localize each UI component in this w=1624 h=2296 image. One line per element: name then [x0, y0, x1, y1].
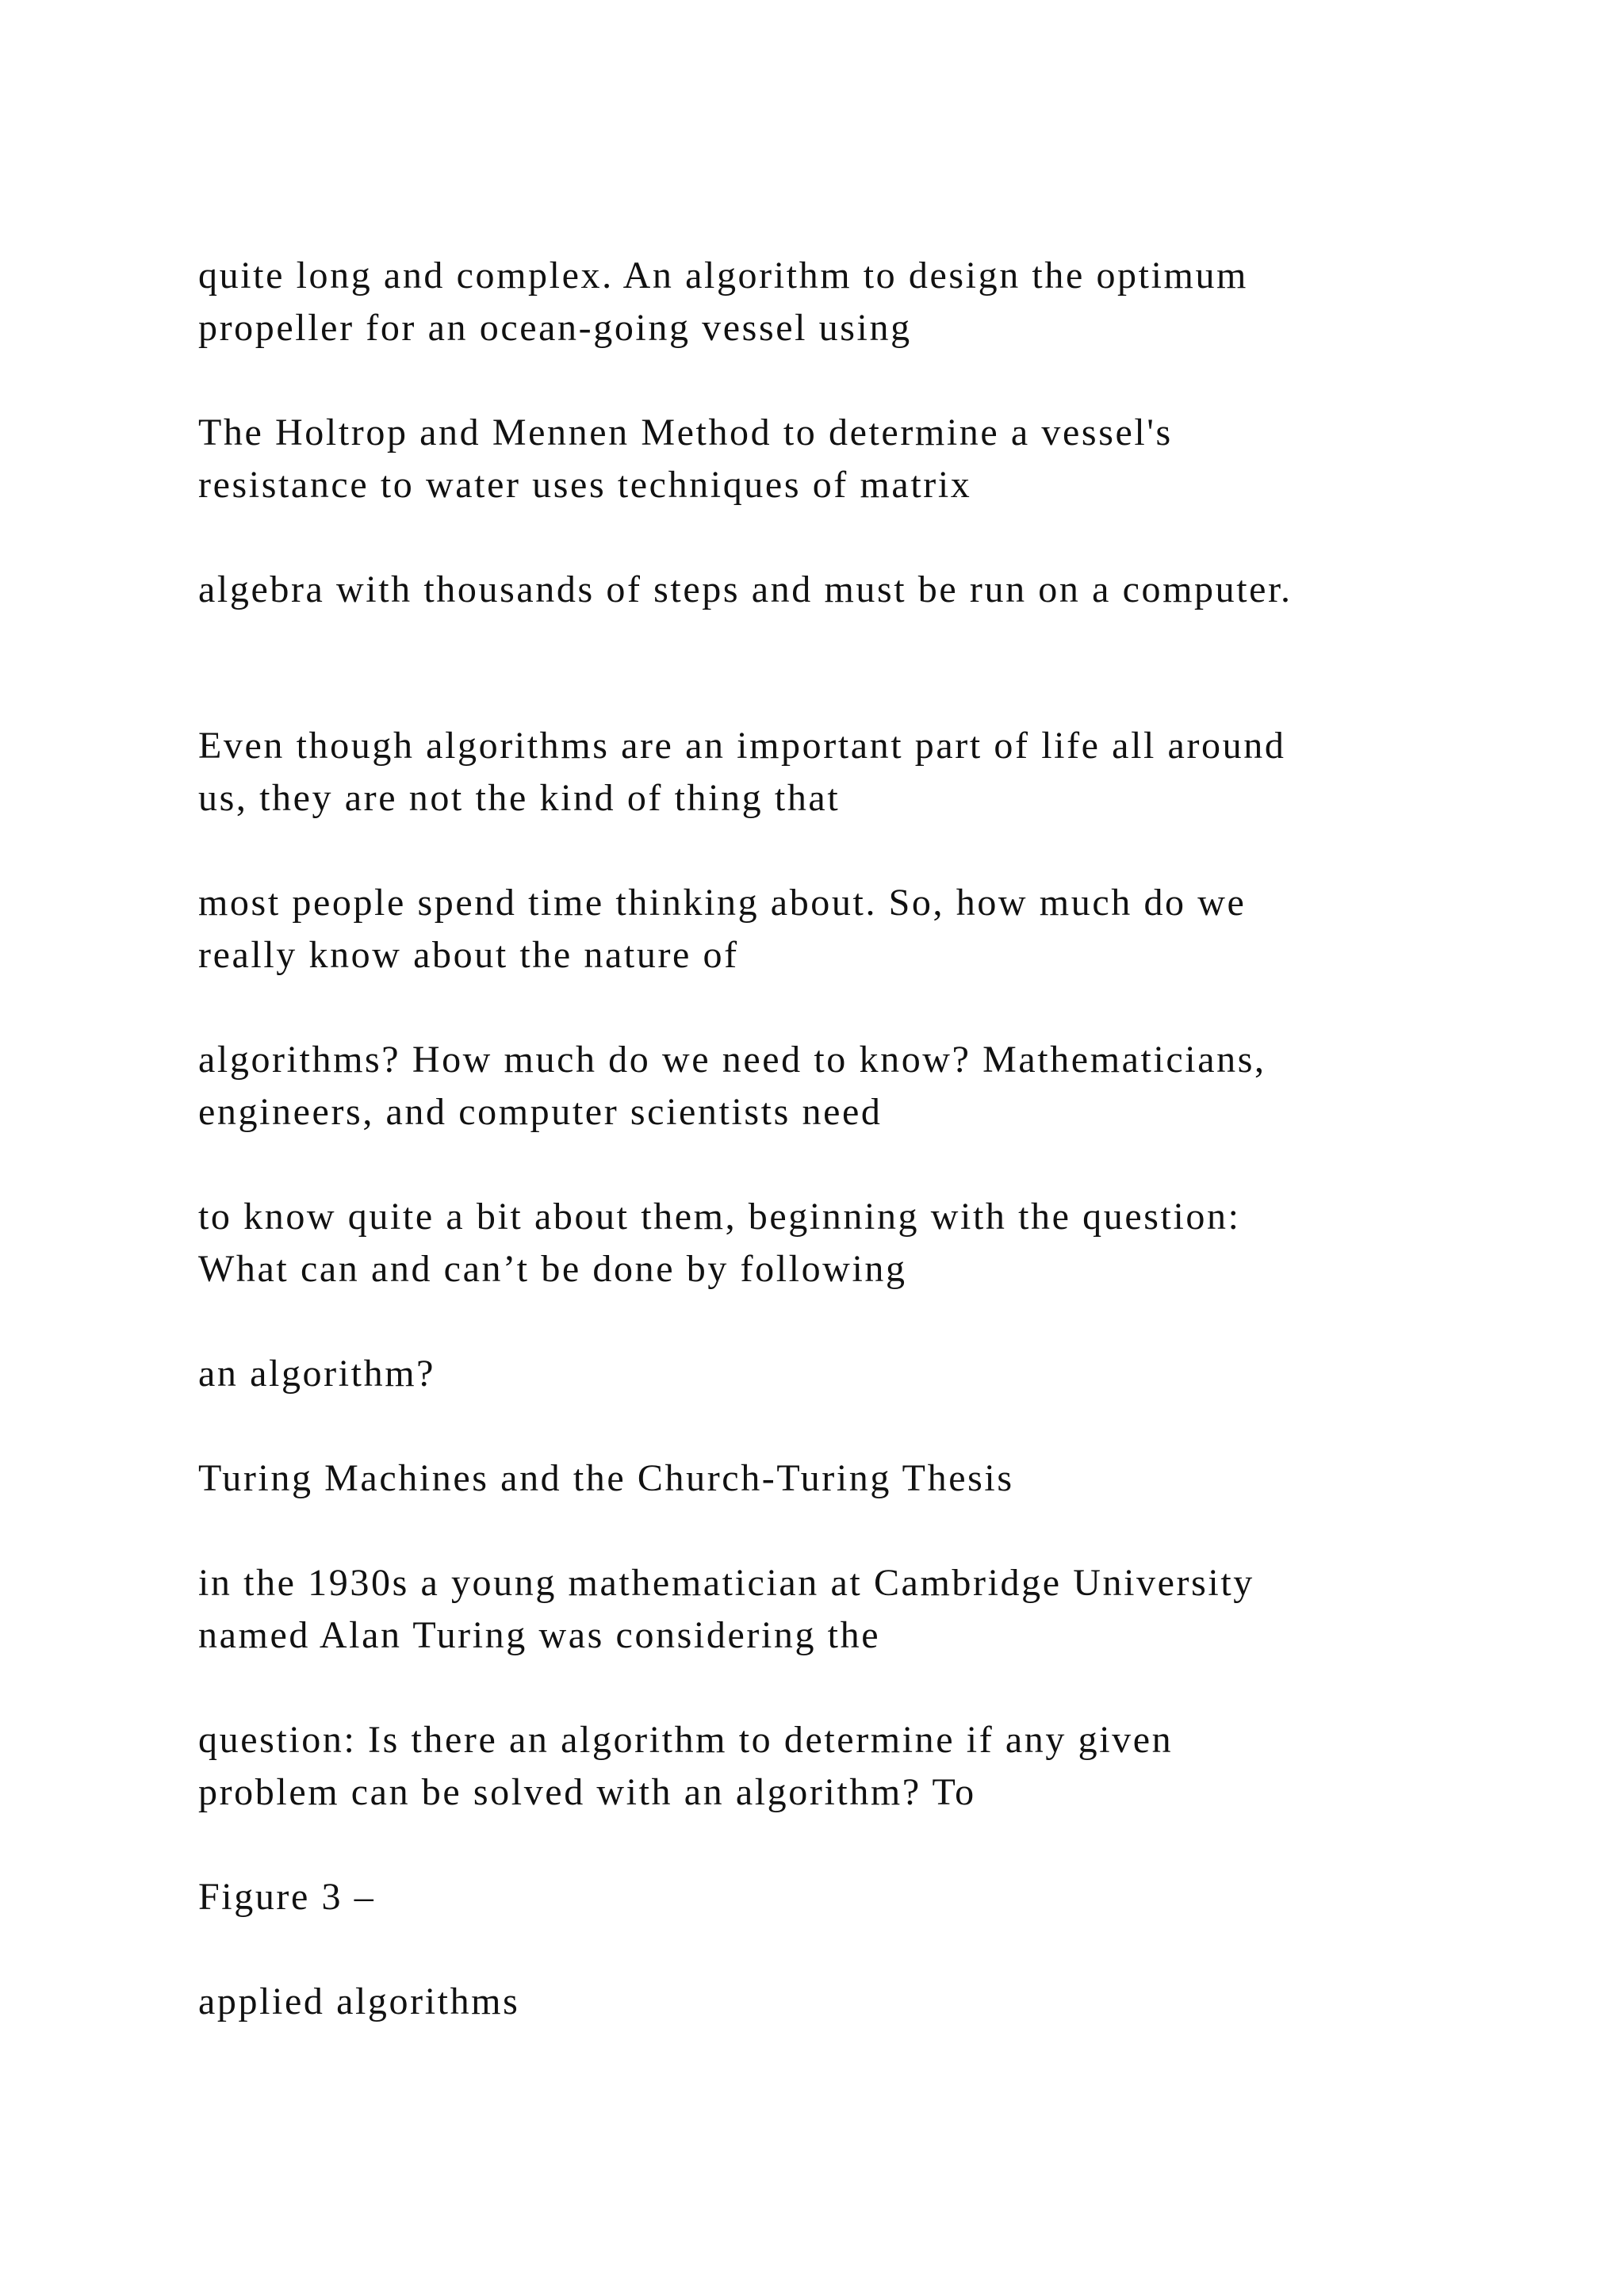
text-line: really know about the nature of: [198, 934, 739, 976]
figure-caption: applied algorithms: [198, 1980, 520, 2022]
text-line: algorithms? How much do we need to know? Mathematicians,: [198, 1039, 1266, 1081]
text-line: propeller for an ocean-going vessel using: [198, 307, 912, 349]
text-line: to know quite a bit about them, beginning with the question:: [198, 1196, 1241, 1238]
text-line: problem can be solved with an algorithm? To: [198, 1771, 976, 1813]
text-line: quite long and complex. An algorithm to design the optimum: [198, 254, 1248, 297]
text-line: us, they are not the kind of thing that: [198, 777, 841, 819]
figure-label: Figure 3 –: [198, 1876, 376, 1918]
text-line: question: Is there an algorithm to determine if any given: [198, 1719, 1174, 1761]
text-line: What can and can’t be done by following: [198, 1248, 907, 1290]
text-line: in the 1930s a young mathematician at Cambridge University: [198, 1562, 1254, 1604]
text-line: resistance to water uses techniques of matrix: [198, 464, 972, 506]
text-line: named Alan Turing was considering the: [198, 1614, 881, 1656]
text-line: most people spend time thinking about. So, how much do we: [198, 882, 1247, 924]
text-line: algebra with thousands of steps and must be run on a computer.: [198, 568, 1293, 610]
text-line: The Holtrop and Mennen Method to determine a vessel's: [198, 411, 1173, 453]
text-line: engineers, and computer scientists need: [198, 1091, 883, 1133]
text-line: Even though algorithms are an important part of life all around: [198, 725, 1286, 767]
text-line: an algorithm?: [198, 1353, 436, 1395]
section-heading: Turing Machines and the Church-Turing Thesis: [198, 1457, 1014, 1499]
